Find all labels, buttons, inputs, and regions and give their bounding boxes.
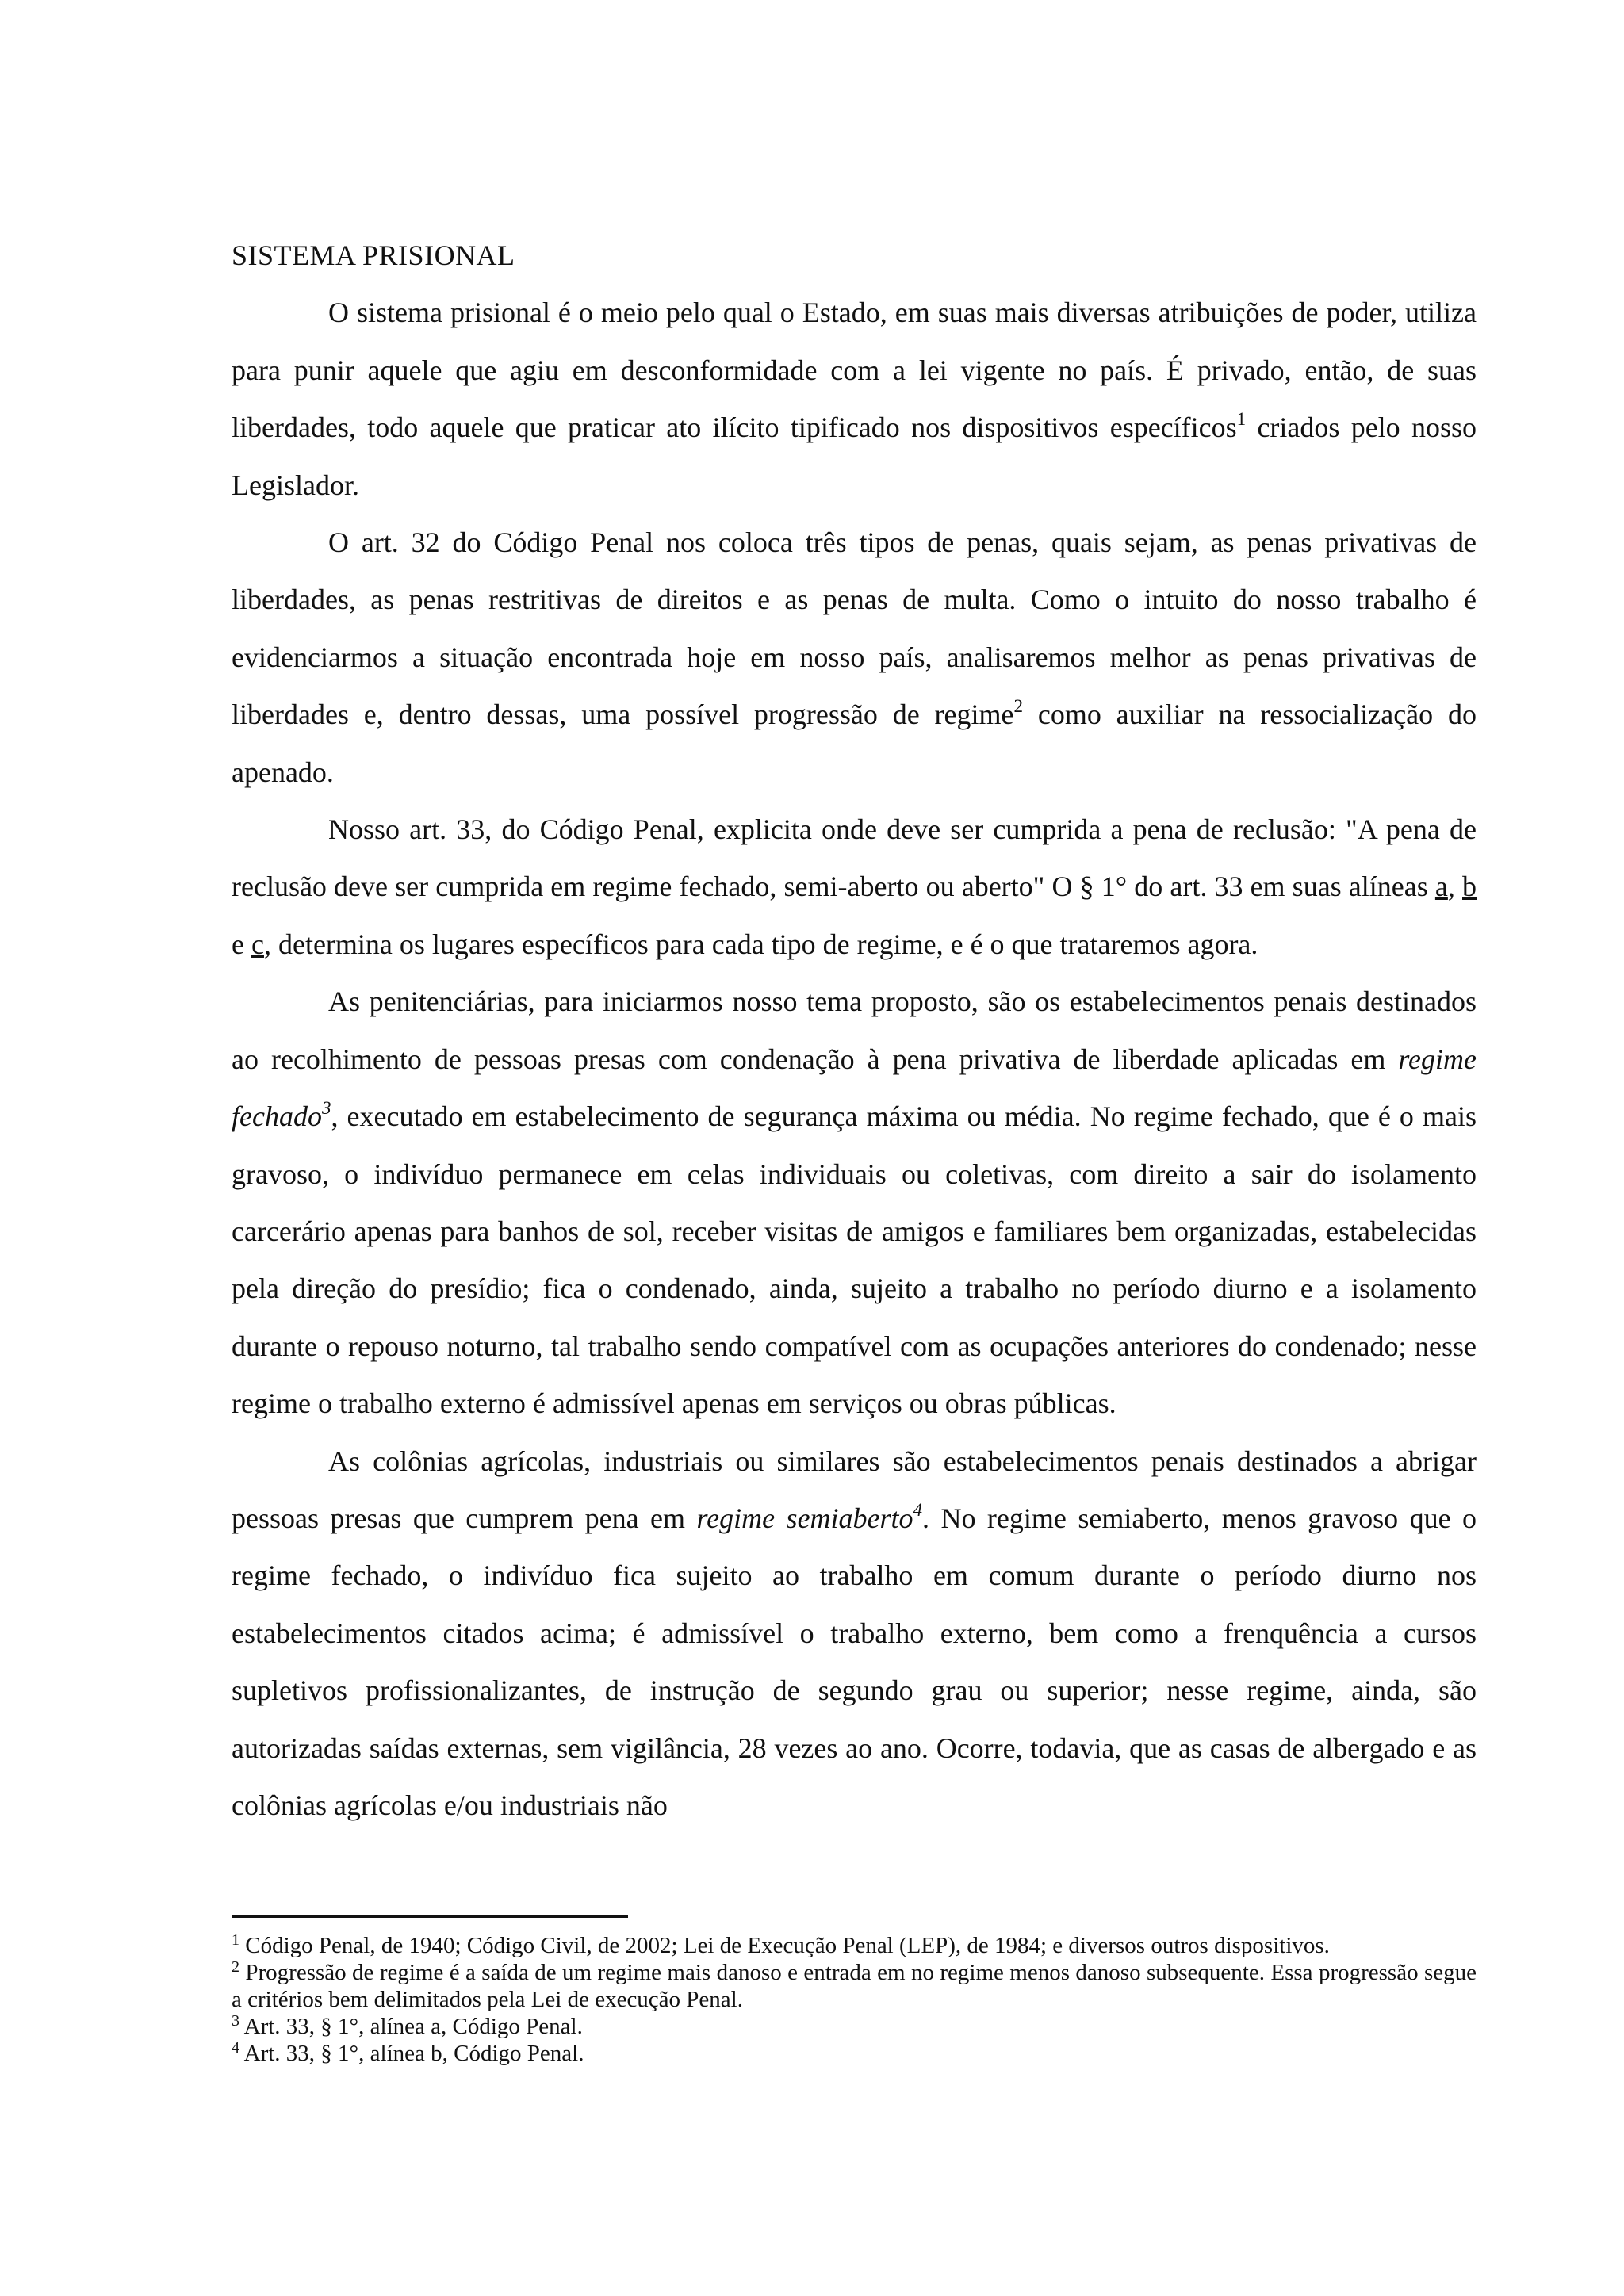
paragraph-4 — [232, 973, 1477, 1432]
footnote-number: 3 — [232, 2012, 239, 2030]
alinea-c: c — [251, 928, 264, 960]
paragraph-text: Nosso art. 33, do Código Penal, explicita onde deve ser cumprida a pena de reclusão: "A pena de reclusão deve ser cumprida em regime fechado, semi-aberto ou aberto" O § 1° do art. 33 em suas alíneas — [232, 813, 1477, 903]
paragraph-text: criados pelo nosso Legislador. — [232, 411, 1477, 501]
footnote-ref-number: 4 — [913, 1499, 923, 1520]
paragraph-5 — [232, 1433, 1477, 1835]
paragraph-3 — [232, 801, 1477, 973]
alinea-a: a — [1434, 871, 1448, 903]
footnote-ref[interactable]: 1 — [1236, 409, 1247, 430]
footnote — [232, 2013, 1477, 2040]
page-title: SISTEMA PRISIONAL — [232, 239, 515, 271]
paragraph-text: As colônias agrícolas, industriais ou similares são estabelecimentos penais destinados a abrigar pessoas presas que cumprem pena em — [232, 1445, 1477, 1534]
footnote-ref[interactable] — [322, 1098, 331, 1118]
footnotes — [232, 1915, 1477, 2067]
body-text — [232, 227, 1477, 1834]
separator: e — [232, 928, 251, 960]
footnote — [232, 1959, 1477, 2013]
footnote-ref[interactable] — [914, 1500, 923, 1520]
paragraph-text: As penitenciárias, para iniciarmos nosso tema proposto, são os estabelecimentos penais destinados ao recolhimento de pessoas presas com condenação à pena privativa de liberdade aplicadas em — [232, 985, 1477, 1075]
paragraph-text: . No regime semiaberto, menos gravoso que o regime fechado, o indivíduo fica sujeito ao trabalho em comum durante o período diurno nos estabelecimentos citados acima; é admissível o trabalho externo, bem como a frenquência a cursos supletivos profissionalizantes, de instrução de segundo grau ou superior; nesse regime, ainda, são autorizadas saídas externas, sem vigilância, 28 vezes ao ano. Ocorre, todavia, que as casas de albergado e as colônias agrícolas e/ou industriais não — [232, 1502, 1477, 1821]
italic-term: regime semiaberto — [696, 1502, 914, 1534]
paragraph-1 — [232, 284, 1477, 514]
footnote-separator — [232, 1915, 628, 1918]
footnote-text: Art. 33, § 1°, alínea b, Código Penal. — [239, 2041, 584, 2066]
footnote-ref-number: 3 — [321, 1098, 331, 1119]
footnote — [232, 1932, 1477, 1959]
paragraph-text: , executado em estabelecimento de segurança máxima ou média. No regime fechado, que é o mais gravoso, o indivíduo permanece em celas individuais ou coletivas, com direito a sair do isolamento carcerário apenas para banhos de sol, receber visitas de amigos e familiares bem organizadas, estabelecidas pela direção do presídio; fica o condenado, ainda, sujeito a trabalho no período diurno e a isolamento durante o repouso noturno, tal trabalho sendo compatível com as ocupações anteriores do condenado; nesse regime o trabalho externo é admissível apenas em serviços ou obras públicas. — [232, 1100, 1477, 1420]
footnote-text: Progressão de regime é a saída de um regime mais danoso e entrada em no regime menos danoso subsequente. Essa progressão segue a critérios bem delimitados pela Lei de execução Penal. — [232, 1960, 1477, 2012]
footnote-number: 2 — [232, 1958, 239, 1976]
italic-term: regime fechado — [232, 1043, 1477, 1133]
paragraph-text: , determina os lugares específicos para cada tipo de regime, e é o que trataremos agora. — [263, 928, 1258, 960]
footnote-text: Art. 33, § 1°, alínea a, Código Penal. — [239, 2014, 583, 2039]
paragraph-text: O art. 32 do Código Penal nos coloca três tipos de penas, quais sejam, as penas privativas de liberdades, as penas restritivas de direitos e as penas de multa. Como o intuito do nosso trabalho é evidenciarmos a situação encontrada hoje em nosso país, analisaremos melhor as penas privativas de liberdades e, dentro dessas, uma possível progressão de regime — [232, 526, 1477, 731]
alinea-b: b — [1462, 871, 1477, 903]
paragraph-2 — [232, 514, 1477, 801]
separator: , — [1447, 871, 1462, 903]
footnote-ref[interactable]: 2 — [1013, 696, 1023, 717]
paragraph-text: como auxiliar na ressocialização do apenado. — [232, 698, 1477, 788]
footnote-number: 4 — [232, 2039, 239, 2057]
paragraph-text: O sistema prisional é o meio pelo qual o Estado, em suas mais diversas atribuições de poder, utiliza para punir aquele que agiu em desconformidade com a lei vigente no país. É privado, então, de suas liberdades, todo aquele que praticar ato ilícito tipificado nos dispositivos específicos — [232, 297, 1477, 444]
footnote — [232, 2040, 1477, 2067]
footnote-text: Código Penal, de 1940; Código Civil, de 2002; Lei de Execução Penal (LEP), de 1984; e diversos outros dispositivos. — [239, 1933, 1330, 1958]
footnote-number: 1 — [232, 1931, 239, 1949]
